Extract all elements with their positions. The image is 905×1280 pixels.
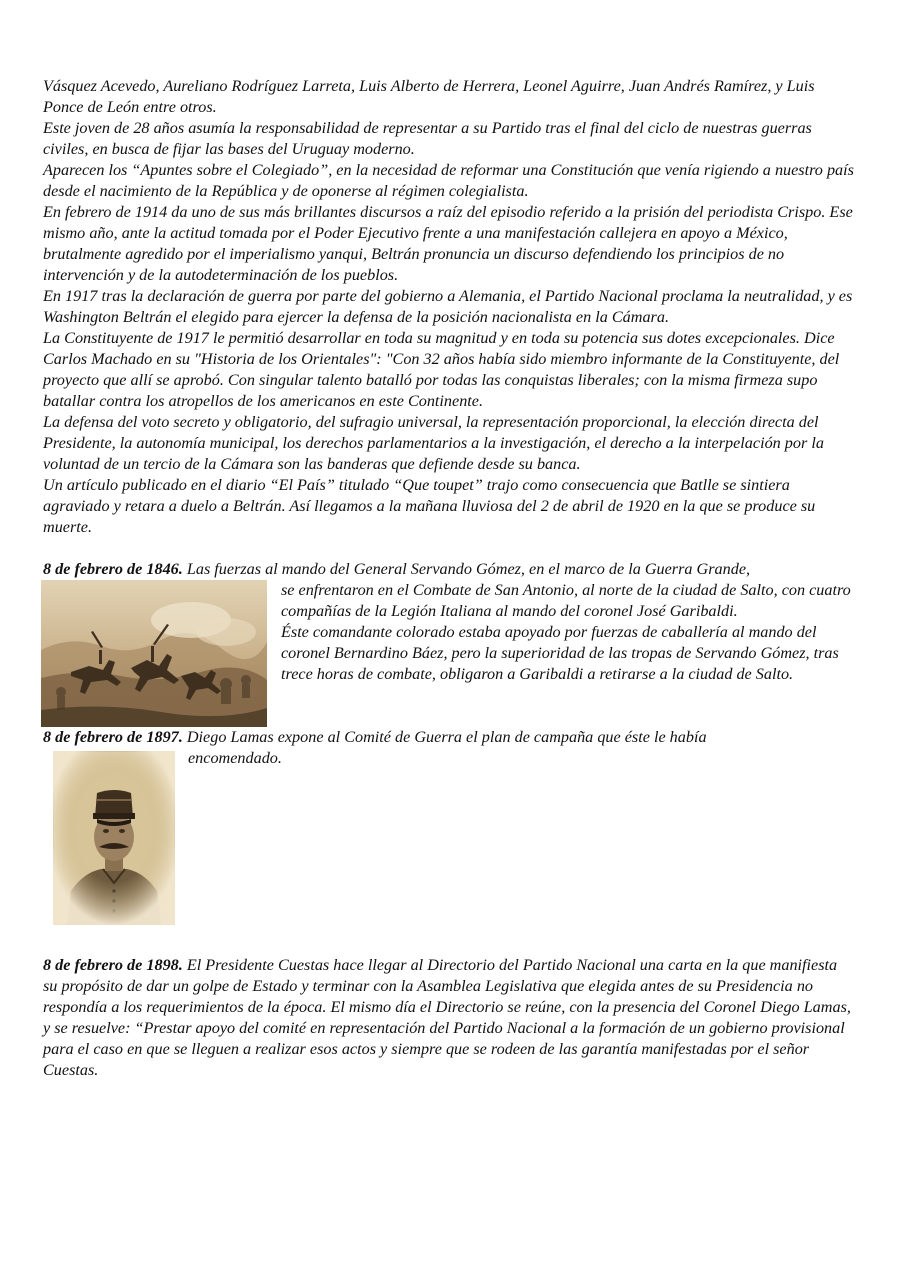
paragraph: Aparecen los “Apuntes sobre el Colegiado”, en la necesidad de reformar una Constitución que venía rigiendo a nuestro país desde el nacimiento de la República y de oponerse al régimen colegialista. <box>43 161 854 200</box>
entry-1897 <box>43 727 855 955</box>
paragraph: En febrero de 1914 da uno de sus más brillantes discursos a raíz del episodio referido a la prisión del periodista Crispo. Ese mismo año, ante la actitud tomada por el Poder Ejecutivo frente a una manifestación callejera en apoyo a México, brutalmente agredido por el imperialismo yanqui, Beltrán pronuncia un discurso defendiendo los principios de no intervención y de la autodeterminación de los pueblos. <box>43 203 853 284</box>
battle-engraving-image <box>41 580 267 727</box>
paragraph: En 1917 tras la declaración de guerra por parte del gobierno a Alemania, el Partido Nacional proclama la neutralidad, y es Washington Beltrán el elegido para ejercer la defensa de la posición nacionalista en la Cámara. <box>43 287 853 326</box>
entry-lead-text: Diego Lamas expone al Comité de Guerra el plan de campaña que éste le había <box>182 728 707 746</box>
entry-paragraph <box>43 955 855 1081</box>
paragraph: La Constituyente de 1917 le permitió desarrollar en toda su magnitud y en toda su potencia sus dotes excepcionales. Dice Carlos Machado en su "Historia de los Orientales": "Con 32 años había sido miembro informante de la Constituyente, del proyecto que allí se aprobó. Con singular talento batalló por todas las conquistas liberales; con la misma firmeza supo batallar contra los atropellos de los americanos en este Continente. <box>43 329 840 410</box>
entry-date: 8 de febrero de 1897. <box>43 728 183 746</box>
paragraph: Este joven de 28 años asumía la responsabilidad de representar a su Partido tras el final del ciclo de nuestras guerras civiles, en busca de fijar las bases del Uruguay moderno. <box>43 119 812 158</box>
entry-body-paragraph: encomendado. <box>188 749 282 767</box>
entry-date: 8 de febrero de 1846. <box>43 560 183 578</box>
paragraph: Vásquez Acevedo, Aureliano Rodríguez Larreta, Luis Alberto de Herrera, Leonel Aguirre, Juan Andrés Ramírez, y Luis Ponce de León entre otros. <box>43 77 815 116</box>
entry-text: El Presidente Cuestas hace llegar al Directorio del Partido Nacional una carta en la que manifiesta su propósito de dar un golpe de Estado y terminar con la Asamblea Legislativa que elegida antes de su Presidencia no respondía a los requerimientos de la época. El mismo día el Directorio se reúne, con la presencia del Coronel Diego Lamas, y se resuelve: “Prestar apoyo del comité en representación del Partido Nacional a la formación de un gobierno provisional para el caso en que se lleguen a realizar esos actos y siempre que se rodeen de las garantía manifestadas por el señor Cuestas. <box>43 956 851 1079</box>
entry-body-paragraph: se enfrentaron en el Combate de San Antonio, al norte de la ciudad de Salto, con cuatro compañías de la Legión Italiana al mando del coronel José Garibaldi. <box>281 581 851 620</box>
entry-first-line <box>43 727 855 748</box>
entry-body-paragraph: Éste comandante colorado estaba apoyado por fuerzas de caballería al mando del coronel Bernardino Báez, pero la superioridad de las tropas de Servando Gómez, tras trece horas de combate, obligaron a Garibaldi a retirarse a la ciudad de Salto. <box>281 623 839 683</box>
entry-1846 <box>43 559 855 685</box>
paragraph: Un artículo publicado en el diario “El País” titulado “Que toupet” trajo como consecuencia que Batlle se sintiera agraviado y retara a duelo a Beltrán. Así llegamos a la mañana lluviosa del 2 de abril de 1920 en la que se produce su muerte. <box>43 476 816 536</box>
entry-first-line <box>43 559 855 580</box>
entry-lead-text: Las fuerzas al mando del General Servando Gómez, en el marco de la Guerra Grande, <box>182 560 751 578</box>
entry-1898 <box>43 955 855 1081</box>
paragraph: La defensa del voto secreto y obligatorio, del sufragio universal, la representación proporcional, la elección directa del Presidente, la autonomía municipal, los derechos parlamentarios a la investigación, el derecho a la interpelación por la voluntad de un tercio de la Cámara son las banderas que defiende desde su banca. <box>43 413 824 473</box>
document-page <box>43 76 855 1081</box>
entry-date: 8 de febrero de 1898. <box>43 956 183 974</box>
diego-lamas-portrait-image <box>53 751 175 925</box>
